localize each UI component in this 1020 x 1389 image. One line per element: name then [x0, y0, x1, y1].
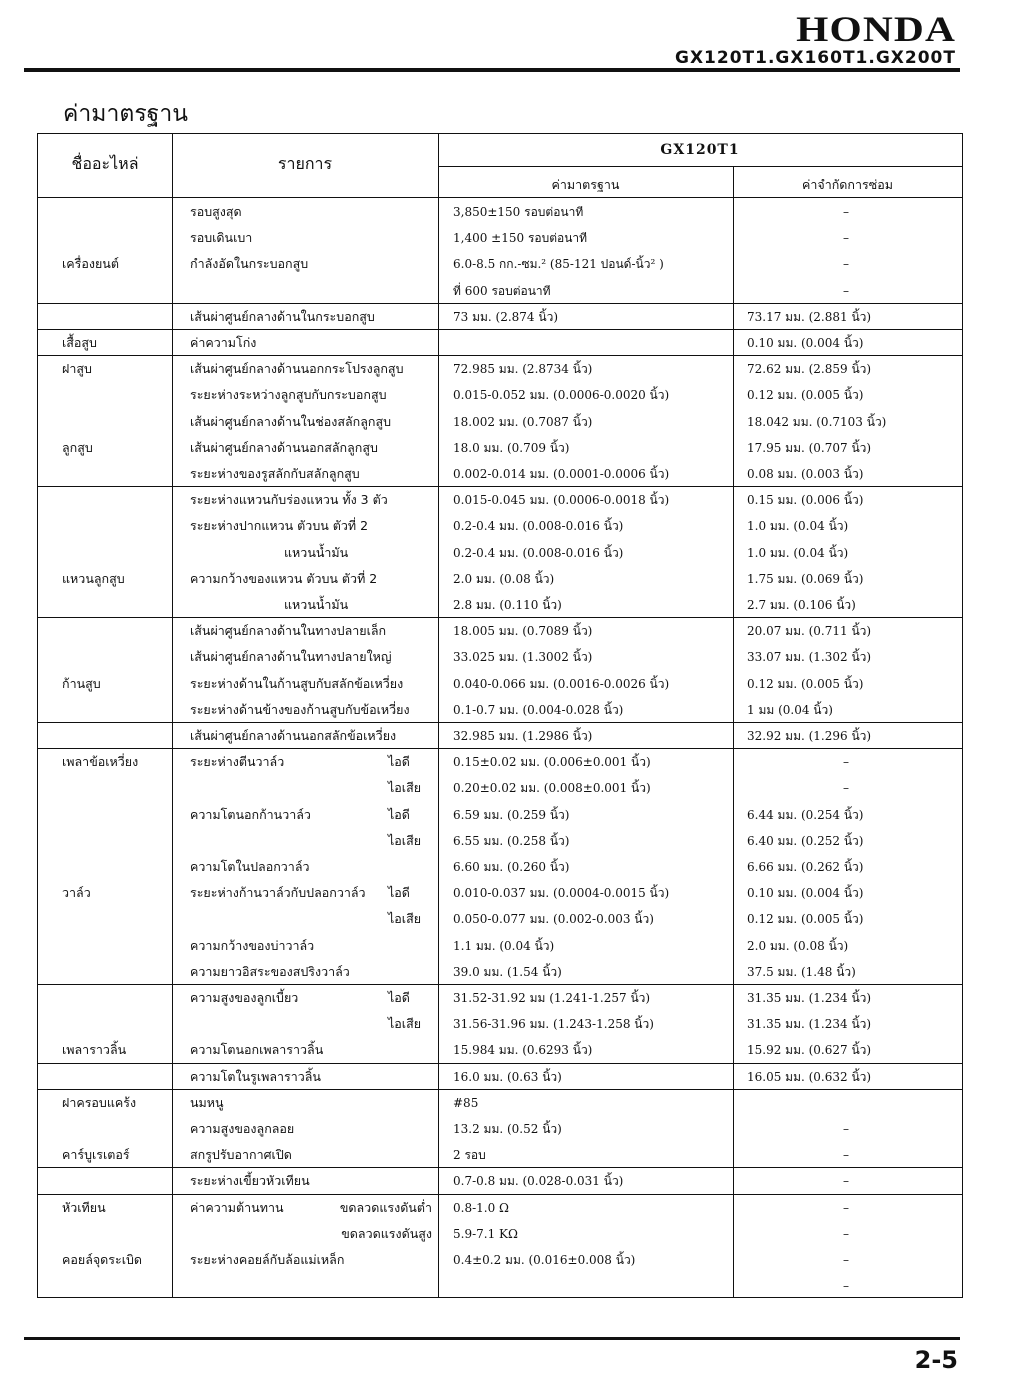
standard-value: #85 — [453, 1095, 479, 1110]
item-name: เส้นผ่าศูนย์กลางด้านในช่องสลักลูกสูบ — [190, 413, 392, 429]
table-row — [38, 802, 962, 828]
item-name: ความสูงของลูกลอย — [190, 1121, 295, 1136]
table-row — [38, 749, 962, 775]
part-name: ฝาสูบ — [62, 361, 92, 377]
repair-limit: – — [843, 755, 849, 770]
item-name: ระยะห่างด้านในก้านสูบกับสลักข้อเหวี่ยง — [190, 675, 404, 691]
table-row — [38, 1064, 962, 1090]
group-divider — [38, 1194, 962, 1195]
group-divider — [38, 984, 962, 985]
item-name: ความโตในรูเพลาราวลิ้น — [190, 1068, 321, 1084]
repair-limit: – — [843, 283, 849, 298]
header-part-name: ชื่ออะไหล่ — [71, 154, 139, 173]
standard-value: 0.15±0.02 มม. (0.006±0.001 นิ้ว) — [453, 755, 651, 770]
table-row — [38, 985, 962, 1011]
standard-value: 0.7-0.8 มม. (0.028-0.031 นิ้ว) — [453, 1174, 624, 1189]
header-standard: ค่ามาตรฐาน — [551, 177, 620, 192]
standard-value: 0.8-1.0 Ω — [453, 1200, 509, 1215]
standard-value: 18.002 มม. (0.7087 นิ้ว) — [453, 414, 593, 429]
table-row — [38, 775, 962, 801]
table-row — [38, 435, 962, 461]
table-row — [38, 199, 962, 225]
group-divider — [38, 1089, 962, 1090]
group-divider — [38, 617, 962, 618]
standard-value: 1.1 มม. (0.04 นิ้ว) — [453, 938, 555, 953]
part-name: วาล์ว — [62, 885, 91, 901]
item-sub: ไอเสีย — [388, 780, 422, 796]
item-name: ระยะห่างของรูสลักกับสลักลูกสูบ — [190, 466, 360, 481]
part-name: เครื่องยนต์ — [62, 256, 119, 272]
repair-limit: 1 มม (0.04 นิ้ว) — [747, 702, 833, 717]
repair-limit: – — [843, 1174, 849, 1189]
standard-value: 0.20±0.02 มม. (0.008±0.001 นิ้ว) — [453, 781, 651, 796]
standard-value: 72.985 มม. (2.8734 นิ้ว) — [453, 362, 593, 377]
item-name: ค่าความต้านทาน — [190, 1199, 284, 1215]
standard-value: 0.015-0.045 มม. (0.0006-0.0018 นิ้ว) — [453, 493, 670, 508]
part-name: คอยล์จุดระเบิด — [62, 1252, 143, 1267]
repair-limit: 0.12 มม. (0.005 นิ้ว) — [747, 388, 864, 403]
item-name: รอบเดินเบา — [190, 230, 253, 246]
table-row — [38, 697, 962, 723]
item-name: รอบสูงสุด — [190, 204, 242, 219]
group-divider — [38, 355, 962, 356]
item-name: ความโตนอกเพลาราวลิ้น — [190, 1042, 324, 1058]
standard-value: 13.2 มม. (0.52 นิ้ว) — [453, 1122, 562, 1136]
item-name: ระยะห่างแหวนกับร่องแหวน ทั้ง 3 ตัว — [190, 492, 388, 508]
table-row — [38, 1116, 962, 1142]
repair-limit: 6.44 มม. (0.254 นิ้ว) — [747, 807, 864, 822]
item-name: ระยะห่างด้านข้างของก้านสูบกับข้อเหวี่ยง — [190, 701, 410, 717]
standard-value: 6.0-8.5 กก.-ซม.² (85-121 ปอนด์-นิ้ว² ) — [453, 257, 664, 272]
header-divider — [438, 166, 962, 167]
repair-limit: 0.10 มม. (0.004 นิ้ว) — [747, 336, 864, 350]
part-name: หัวเทียน — [62, 1199, 106, 1215]
repair-limit: – — [843, 231, 849, 246]
standard-value: 0.2-0.4 มม. (0.008-0.016 นิ้ว) — [453, 545, 624, 560]
group-divider — [38, 329, 962, 330]
repair-limit: – — [843, 1122, 849, 1136]
item-name: กำลังอัดในกระบอกสูบ — [190, 256, 309, 272]
table-row — [38, 723, 962, 749]
item-name: ระยะห่างระหว่างลูกสูบกับกระบอกสูบ — [190, 387, 387, 403]
table-row — [38, 592, 962, 618]
table-row — [38, 880, 962, 906]
standard-value: 39.0 มม. (1.54 นิ้ว) — [453, 964, 562, 979]
item-name: เส้นผ่าศูนย์กลางด้านนอกสลักข้อเหวี่ยง — [190, 728, 397, 743]
part-name: คาร์บูเรเตอร์ — [62, 1147, 130, 1163]
footer-rule — [24, 1337, 960, 1340]
table-row — [38, 566, 962, 592]
item-name: ค่าความโก่ง — [190, 335, 257, 350]
item-name: เส้นผ่าศูนย์กลางด้านนอกสลักลูกสูบ — [190, 439, 378, 455]
item-name: ความกว้างของแหวน ตัวบน ตัวที่ 2 — [190, 570, 378, 586]
item-sub: ไอดี — [388, 806, 410, 822]
table-row — [38, 1221, 962, 1247]
group-divider — [38, 722, 962, 723]
repair-limit: 18.042 มม. (0.7103 นิ้ว) — [747, 414, 887, 429]
repair-limit: 17.95 มม. (0.707 นิ้ว) — [747, 440, 872, 455]
repair-limit: – — [843, 1253, 849, 1267]
standard-value: 5.9-7.1 KΩ — [453, 1226, 518, 1241]
table-row — [38, 513, 962, 539]
repair-limit: 0.08 มม. (0.003 นิ้ว) — [747, 467, 864, 481]
standard-value: 2.8 มม. (0.110 นิ้ว) — [453, 598, 562, 612]
item-name: สกรูปรับอากาศเปิด — [190, 1147, 292, 1163]
table-row — [38, 1195, 962, 1221]
item-name: ความโตในปลอกวาล์ว — [190, 859, 310, 874]
repair-limit: 31.35 มม. (1.234 นิ้ว) — [747, 1017, 872, 1032]
table-row — [38, 1247, 962, 1273]
standard-value: 0.002-0.014 มม. (0.0001-0.0006 นิ้ว) — [453, 467, 670, 481]
header-rule — [24, 68, 960, 72]
standard-value: 6.60 มม. (0.260 นิ้ว) — [453, 860, 570, 874]
table-row — [38, 854, 962, 880]
header-repair-limit: ค่าจำกัดการซ่อม — [802, 177, 893, 192]
repair-limit: 20.07 มม. (0.711 นิ้ว) — [747, 624, 872, 639]
table-row — [38, 225, 962, 251]
item-sub: ไอเสีย — [388, 911, 422, 927]
item-sub: ขดลวดแรงดันสูง — [341, 1225, 432, 1241]
part-name: เพลาข้อเหวี่ยง — [62, 754, 139, 770]
table-row — [38, 382, 962, 408]
table-row — [38, 618, 962, 644]
item-name: ความโตนอกก้านวาล์ว — [190, 806, 311, 822]
repair-limit: 73.17 มม. (2.881 นิ้ว) — [747, 309, 872, 324]
repair-limit: 0.10 มม. (0.004 นิ้ว) — [747, 886, 864, 901]
table-row — [38, 330, 962, 356]
group-divider — [38, 1167, 962, 1168]
repair-limit: – — [843, 1279, 849, 1294]
item-name: ความยาวอิสระของสปริงวาล์ว — [190, 963, 350, 979]
standard-value: ที่ 600 รอบต่อนาที — [453, 283, 551, 298]
standard-value: 2.0 มม. (0.08 นิ้ว) — [453, 571, 555, 586]
standard-value: 0.040-0.066 มม. (0.0016-0.0026 นิ้ว) — [453, 676, 670, 691]
standard-value: 6.59 มม. (0.259 นิ้ว) — [453, 807, 570, 822]
item-name: ระยะห่างเขี้ยวหัวเทียน — [190, 1173, 310, 1189]
item-name: ระยะห่างคอยล์กับล้อแม่เหล็ก — [190, 1252, 345, 1267]
item-name: ความสูงของลูกเบี้ยว — [190, 990, 299, 1005]
item-sub: ขดลวดแรงดันต่ำ — [339, 1199, 432, 1215]
standard-value: 16.0 มม. (0.63 นิ้ว) — [453, 1069, 562, 1084]
standard-value: 0.015-0.052 มม. (0.0006-0.0020 นิ้ว) — [453, 388, 670, 403]
page-number: 2-5 — [914, 1346, 958, 1374]
standard-value: 0.010-0.037 มม. (0.0004-0.0015 นิ้ว) — [453, 886, 670, 901]
table-row — [38, 644, 962, 670]
table-row — [38, 1090, 962, 1116]
table-row — [38, 251, 962, 277]
item-sub: ไอดี — [388, 885, 410, 901]
standard-value: 73 มม. (2.874 นิ้ว) — [453, 309, 559, 324]
item-name: แหวนน้ำมัน — [284, 544, 349, 560]
group-divider — [38, 748, 962, 749]
header-bottom-border — [38, 197, 962, 198]
standard-value: 31.52-31.92 มม (1.241-1.257 นิ้ว) — [453, 991, 651, 1005]
item-name: เส้นผ่าศูนย์กลางด้านในทางปลายใหญ่ — [190, 649, 392, 665]
table-row — [38, 409, 962, 435]
table-row — [38, 1011, 962, 1037]
table-row — [38, 461, 962, 487]
part-name: ฝาครอบแคร้ง — [62, 1094, 137, 1110]
standard-value: 0.4±0.2 มม. (0.016±0.008 นิ้ว) — [453, 1253, 636, 1267]
honda-logo: HONDA — [796, 9, 956, 49]
part-name: เพลาราวลิ้น — [62, 1042, 127, 1058]
repair-limit: 1.0 มม. (0.04 นิ้ว) — [747, 519, 849, 534]
repair-limit: 16.05 มม. (0.632 นิ้ว) — [747, 1069, 872, 1084]
item-name: ระยะห่างก้านวาล์วกับปลอกวาล์ว — [190, 885, 366, 901]
table-row — [38, 1142, 962, 1168]
item-name: ความกว้างของบ่าวาล์ว — [190, 937, 315, 953]
repair-limit: 0.15 มม. (0.006 นิ้ว) — [747, 493, 864, 508]
item-sub: ไอเสีย — [388, 1016, 422, 1032]
table-row — [38, 487, 962, 513]
table-row — [38, 671, 962, 697]
table-row — [38, 906, 962, 932]
standard-value: 0.1-0.7 มม. (0.004-0.028 นิ้ว) — [453, 702, 624, 717]
standard-value: 0.050-0.077 มม. (0.002-0.003 นิ้ว) — [453, 912, 654, 927]
spec-table — [37, 133, 963, 1298]
repair-limit: 0.12 มม. (0.005 นิ้ว) — [747, 676, 864, 691]
repair-limit: 2.0 มม. (0.08 นิ้ว) — [747, 938, 849, 953]
model-list: GX120T1.GX160T1.GX200T — [674, 48, 956, 68]
repair-limit: – — [843, 257, 849, 272]
standard-value: 0.2-0.4 มม. (0.008-0.016 นิ้ว) — [453, 519, 624, 534]
page-title: ค่ามาตรฐาน — [63, 101, 188, 127]
part-name: ลูกสูบ — [62, 439, 93, 455]
header-model: GX120T1 — [660, 142, 740, 158]
item-name: เส้นผ่าศูนย์กลางด้านในกระบอกสูบ — [190, 308, 375, 324]
repair-limit: 37.5 มม. (1.48 นิ้ว) — [747, 964, 856, 979]
table-row — [38, 828, 962, 854]
group-divider — [38, 303, 962, 304]
table-row — [38, 1168, 962, 1194]
item-sub: ไอดี — [388, 990, 410, 1005]
header-item: รายการ — [277, 154, 333, 173]
table-row — [38, 959, 962, 985]
table-row — [38, 1037, 962, 1063]
repair-limit: 2.7 มม. (0.106 นิ้ว) — [747, 598, 856, 612]
repair-limit: 31.35 มม. (1.234 นิ้ว) — [747, 991, 872, 1005]
standard-value: 18.0 มม. (0.709 นิ้ว) — [453, 440, 570, 455]
repair-limit: – — [843, 1200, 849, 1215]
table-row — [38, 278, 962, 304]
standard-value: 31.56-31.96 มม. (1.243-1.258 นิ้ว) — [453, 1017, 654, 1032]
item-name: ระยะห่างตีนวาล์ว — [190, 754, 285, 770]
item-name: เส้นผ่าศูนย์กลางด้านนอกกระโปรงลูกสูบ — [190, 361, 404, 377]
group-divider — [38, 1063, 962, 1064]
table-row — [38, 1273, 962, 1299]
item-sub: ไอเสีย — [388, 832, 422, 848]
repair-limit: 32.92 มม. (1.296 นิ้ว) — [747, 729, 872, 743]
repair-limit: 33.07 มม. (1.302 นิ้ว) — [747, 650, 872, 665]
standard-value: 3,850±150 รอบต่อนาที — [453, 205, 584, 219]
standard-value: 2 รอบ — [453, 1148, 486, 1163]
standard-value: 33.025 มม. (1.3002 นิ้ว) — [453, 650, 593, 665]
group-divider — [38, 486, 962, 487]
repair-limit: – — [843, 1226, 849, 1241]
repair-limit: 72.62 มม. (2.859 นิ้ว) — [747, 362, 872, 377]
standard-value: 6.55 มม. (0.258 นิ้ว) — [453, 833, 570, 848]
standard-value: 32.985 มม. (1.2986 นิ้ว) — [453, 729, 593, 743]
table-row — [38, 933, 962, 959]
standard-value: 18.005 มม. (0.7089 นิ้ว) — [453, 624, 593, 639]
item-name: แหวนน้ำมัน — [284, 597, 349, 612]
standard-value: 15.984 มม. (0.6293 นิ้ว) — [453, 1043, 593, 1058]
repair-limit: 1.0 มม. (0.04 นิ้ว) — [747, 545, 849, 560]
table-row — [38, 540, 962, 566]
repair-limit: – — [843, 781, 849, 796]
repair-limit: 0.12 มม. (0.005 นิ้ว) — [747, 912, 864, 927]
repair-limit: 15.92 มม. (0.627 นิ้ว) — [747, 1043, 872, 1058]
table-row — [38, 304, 962, 330]
repair-limit: 1.75 มม. (0.069 นิ้ว) — [747, 571, 864, 586]
item-name: ระยะห่างปากแหวน ตัวบน ตัวที่ 2 — [190, 518, 369, 534]
table-row — [38, 356, 962, 382]
standard-value: 1,400 ±150 รอบต่อนาที — [453, 231, 588, 246]
item-name: เส้นผ่าศูนย์กลางด้านในทางปลายเล็ก — [190, 623, 387, 639]
item-name: นมหนู — [190, 1094, 224, 1110]
repair-limit: 6.66 มม. (0.262 นิ้ว) — [747, 860, 864, 874]
repair-limit: – — [843, 1148, 849, 1163]
item-sub: ไอดี — [388, 754, 410, 770]
part-name: เสื้อสูบ — [62, 335, 97, 350]
repair-limit: 6.40 มม. (0.252 นิ้ว) — [747, 833, 864, 848]
part-name: ก้านสูบ — [62, 675, 101, 691]
repair-limit: – — [843, 205, 849, 219]
part-name: แหวนลูกสูบ — [62, 570, 125, 586]
